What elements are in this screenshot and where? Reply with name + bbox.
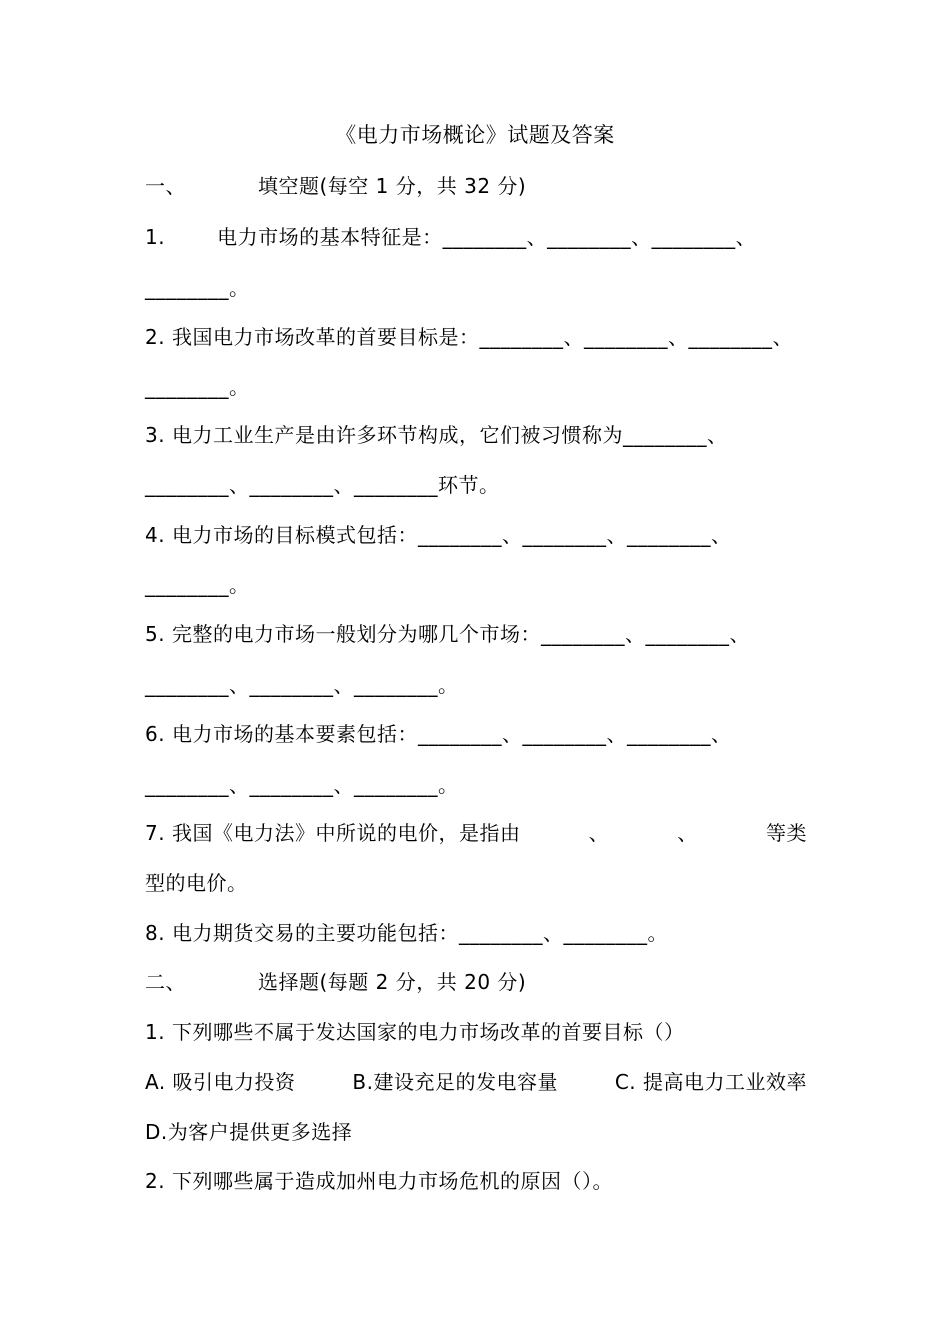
question-text: 电力市场的基本特征是：________、________、________、 [217, 225, 757, 249]
fill-question-6-cont: ________、________、________。 [145, 773, 459, 797]
question-number: 1. [145, 225, 166, 249]
fill-question-4-cont: ________。 [145, 573, 250, 597]
section-1-title: 填空题(每空 1 分，共 32 分) [258, 174, 527, 198]
choice-question-1: 1. 下列哪些不属于发达国家的电力市场改革的首要目标（） [145, 1020, 685, 1044]
fill-question-5: 5. 完整的电力市场一般划分为哪几个市场：________、________、 [145, 622, 750, 646]
fill-question-5-cont: ________、________、________。 [145, 673, 459, 697]
section-2-number: 二、 [145, 970, 186, 994]
choice-question-1-options [145, 1067, 807, 1097]
question-7-part-3: 、 [677, 821, 698, 845]
fill-question-2: 2. 我国电力市场改革的首要目标是：________、________、________、 [145, 325, 793, 349]
section-1-heading [145, 171, 807, 201]
fill-question-6: 6. 电力市场的基本要素包括：________、________、________、 [145, 722, 732, 746]
fill-question-2-cont: ________。 [145, 375, 250, 399]
question-7-part-1: 7. 我国《电力法》中所说的电价，是指由 [145, 821, 521, 845]
fill-question-3: 3. 电力工业生产是由许多环节构成，它们被习惯称为________、 [145, 423, 728, 447]
fill-question-7 [145, 818, 807, 848]
section-2-heading [145, 967, 807, 997]
option-c: C. 提高电力工业效率 [614, 1070, 807, 1094]
fill-question-4: 4. 电力市场的目标模式包括：________、________、________、 [145, 523, 732, 547]
fill-question-1-cont: ________。 [145, 276, 250, 300]
option-d: D.为客户提供更多选择 [145, 1120, 353, 1144]
section-2-title: 选择题(每题 2 分，共 20 分) [258, 970, 527, 994]
section-1-number: 一、 [145, 174, 186, 198]
fill-question-1 [145, 222, 807, 252]
option-b: B.建设充足的发电容量 [352, 1070, 558, 1094]
fill-question-7-cont: 型的电价。 [145, 871, 248, 895]
fill-question-3-cont: ________、________、________环节。 [145, 473, 500, 497]
fill-question-8: 8. 电力期货交易的主要功能包括：________、________。 [145, 921, 668, 945]
question-7-part-2: 、 [588, 821, 610, 845]
choice-question-2: 2. 下列哪些属于造成加州电力市场危机的原因（）。 [145, 1169, 613, 1193]
question-7-part-4: 等类 [765, 821, 807, 845]
option-a: A. 吸引电力投资 [145, 1070, 296, 1094]
document-title: 《电力市场概论》试题及答案 [335, 123, 615, 147]
